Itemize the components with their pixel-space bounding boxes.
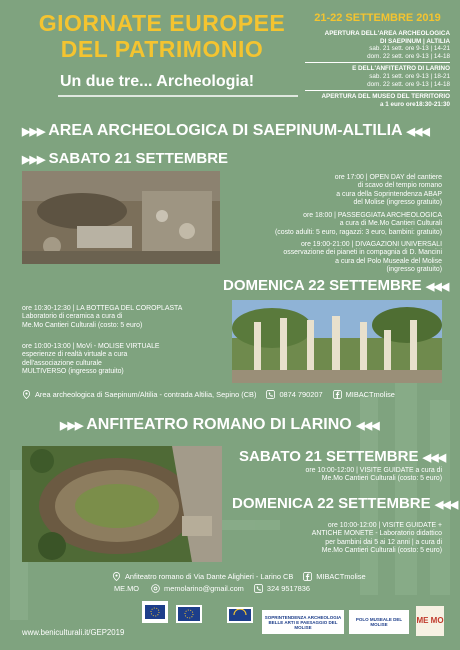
event-line: (ingresso gratuito) xyxy=(386,265,442,273)
arrows-left-icon: ◀◀◀ xyxy=(356,420,379,432)
council-of-europe-logo xyxy=(227,607,253,623)
columns-photo xyxy=(232,300,442,383)
section-title: AREA ARCHEOLOGICA DI SAEPINUM-ALTILIA xyxy=(48,122,403,139)
event-title xyxy=(22,10,302,62)
logo-text: ME MO xyxy=(416,616,444,625)
soprintendenza-logo xyxy=(262,610,344,634)
location-pin-icon xyxy=(22,390,31,399)
info-line: APERTURA DEL MUSEO DEL TERRITORIO xyxy=(321,93,450,101)
event-line: (costo adulti: 5 euro, ragazzi: 3 euro, bambini: gratuito) xyxy=(275,228,442,236)
arrows-left-icon: ◀◀◀ xyxy=(406,126,429,138)
opening-hours-info xyxy=(305,30,450,108)
memo-logo xyxy=(416,606,444,636)
social-text: MIBACTmolise xyxy=(345,390,395,399)
event-line: osservazione dei pianeti in compagnia di D. Mancini xyxy=(283,249,442,257)
address-text: Anfiteatro romano di Via Dante Alighieri - Larino CB xyxy=(125,572,294,581)
event-line: Laboratorio di ceramica a cura di xyxy=(22,313,123,321)
org-text: ME.MO xyxy=(114,584,140,593)
larino-sunday-event-1 xyxy=(232,522,442,555)
day-label: DOMENICA 22 SETTEMBRE xyxy=(232,495,431,512)
section-title: ANFITEATRO ROMANO DI LARINO xyxy=(86,416,352,433)
larino-contact-bar xyxy=(112,572,366,581)
event-line: esperienze di realtà virtuale a cura xyxy=(22,351,128,359)
event-line: ore 10:00-13:00 | MoVi - MOLISE VIRTUALE xyxy=(22,343,160,350)
phone-text: 0874 790207 xyxy=(279,390,323,399)
info-divider xyxy=(305,62,450,63)
title-line-2: DEL PATRIMONIO xyxy=(60,36,264,62)
saepinum-saturday-event-3 xyxy=(210,241,442,274)
facebook-icon xyxy=(333,390,342,399)
excavation-photo xyxy=(22,171,220,264)
arrows-right-icon: ▶▶▶ xyxy=(22,126,45,138)
social-text: MIBACTmolise xyxy=(316,572,366,581)
phone-text: 324 9517836 xyxy=(266,584,311,593)
larino-sunday-heading xyxy=(232,495,457,512)
saepinum-sunday-heading xyxy=(223,277,448,294)
info-line: dom. 22 sett. ore 9-13 | 14-18 xyxy=(367,52,450,60)
event-line: del Molise (ingresso gratuito) xyxy=(353,198,442,206)
eu-heritage-logo xyxy=(142,601,168,623)
subtitle-underline xyxy=(58,92,298,100)
event-line: ore 17:00 | OPEN DAY del cantiere xyxy=(334,174,442,181)
event-line: ANTICHE MONETE - Laboratorio didattico xyxy=(311,530,442,538)
section-heading-larino xyxy=(60,416,379,434)
arrows-left-icon: ◀◀◀ xyxy=(434,499,458,511)
info-line: E DELL'ANFITEATRO DI LARINO xyxy=(352,65,450,73)
info-line: dom. 22 sett. ore 9-13 | 14-18 xyxy=(367,80,450,88)
title-line-1: GIORNATE EUROPEE xyxy=(38,10,286,36)
event-line: dell'associazione culturale xyxy=(22,359,102,367)
phone-icon xyxy=(266,390,275,399)
saepinum-sunday-event-2 xyxy=(22,343,227,376)
arrows-left-icon: ◀◀◀ xyxy=(422,452,446,464)
event-subtitle: Un due tre... Archeologia! xyxy=(60,73,255,90)
arrows-right-icon: ▶▶▶ xyxy=(22,154,45,166)
polo-museale-logo xyxy=(349,610,409,634)
info-line: sab. 21 sett. ore 9-13 | 14-21 xyxy=(369,45,450,53)
event-line: ore 10:00-12:00 | VISITE GUIDATE a cura di xyxy=(305,467,442,474)
event-line: a cura del Polo Museale del Molise xyxy=(335,257,442,265)
larino-saturday-event-1 xyxy=(232,467,442,484)
arrows-left-icon: ◀◀◀ xyxy=(425,281,449,293)
info-line: sab. 21 sett. ore 9-13 | 18-21 xyxy=(369,72,450,80)
arrows-right-icon: ▶▶▶ xyxy=(60,420,83,432)
logo-text: SOPRINTENDENZA ARCHEOLOGIA BELLE ARTI E PAESAGGIO DEL MOLISE xyxy=(264,614,342,630)
logo-text: POLO MUSEALE DEL MOLISE xyxy=(355,617,403,627)
saepinum-saturday-heading xyxy=(22,150,228,167)
saepinum-contact-bar xyxy=(22,390,395,399)
info-line: a 1 euro ore18:30-21:30 xyxy=(379,100,450,108)
email-icon xyxy=(151,584,160,593)
day-label: SABATO 21 SETTEMBRE xyxy=(239,448,419,465)
event-line: Me.Mo Cantieri Culturali (costo: 5 euro) xyxy=(22,321,143,329)
address-text: Area archeologica di Saepinum/Altilia - contrada Altilia, Sepino (CB) xyxy=(35,390,257,399)
event-line: ore 10:00-12:00 | VISITE GUIDATE + xyxy=(327,522,442,529)
day-label: SABATO 21 SETTEMBRE xyxy=(48,150,229,167)
eu-flag-logo xyxy=(176,605,202,623)
website-link[interactable]: www.beniculturali.it/GEP2019 xyxy=(22,628,125,637)
event-line: Me.Mo Cantieri Culturali (costo: 5 euro) xyxy=(321,546,442,554)
larino-saturday-heading xyxy=(239,448,445,465)
location-pin-icon xyxy=(112,572,121,581)
event-line: MULTIVERSO (ingresso gratuito) xyxy=(22,367,124,375)
email-text: memolarino@gmail.com xyxy=(164,584,244,593)
event-line: per bambini dai 5 ai 12 anni | a cura di xyxy=(325,538,442,546)
info-line: DI SAEPINUM | ALTILIA xyxy=(380,37,450,45)
section-heading-saepinum xyxy=(22,122,429,140)
event-line: ore 10:30-12:30 | LA BOTTEGA DEL COROPLASTA xyxy=(22,305,183,312)
info-line: APERTURA DELL'AREA ARCHEOLOGICA xyxy=(324,30,450,37)
event-line: a cura della Soprintendenza ABAP xyxy=(336,190,442,198)
event-line: Me.Mo Cantieri Culturali (costo: 5 euro) xyxy=(321,475,442,483)
day-label: DOMENICA 22 SETTEMBRE xyxy=(223,277,422,294)
event-line: ore 18:00 | PASSEGGIATA ARCHEOLOGICA xyxy=(303,212,442,219)
phone-icon xyxy=(254,584,263,593)
event-line: ore 19:00-21:00 | DIVAGAZIONI UNIVERSALI xyxy=(300,241,442,248)
date-range: 21-22 SETTEMBRE 2019 xyxy=(314,12,441,24)
larino-contact-bar-2 xyxy=(114,584,310,593)
amphitheatre-photo xyxy=(22,446,222,562)
facebook-icon xyxy=(303,572,312,581)
event-line: a cura di Me.Mo Cantieri Culturali xyxy=(339,220,442,228)
saepinum-sunday-event-1 xyxy=(22,305,227,330)
event-line: di scavo del tempio romano xyxy=(357,182,442,190)
saepinum-saturday-event-1 xyxy=(230,174,442,207)
info-divider xyxy=(305,90,450,91)
saepinum-saturday-event-2 xyxy=(210,212,442,237)
